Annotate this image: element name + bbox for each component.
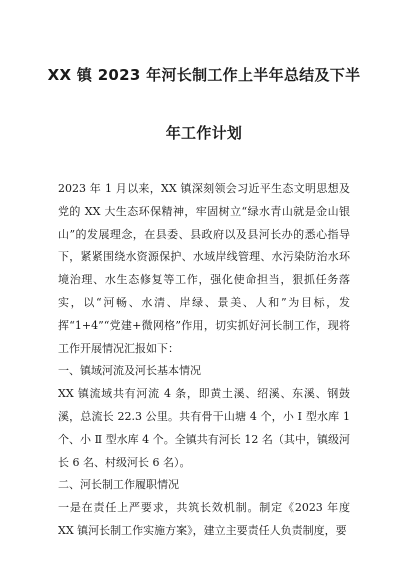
document-body [58,178,350,543]
section-heading-2: 二、河长制工作履职情况 [58,478,179,492]
document-title-line-2: 年工作计划 [165,124,243,142]
duty-paragraph: 一是在责任上严要求，共筑长效机制。制定《2023 年度 XX 镇河长制工作实施方案》，建立主要责任人负责制度，要 [58,501,350,537]
intro-paragraph: 2023 年 1 月以来，XX 镇深刻领会习近平生态文明思想及党的 XX 大生态环保精神，牢固树立“绿水青山就是金山银山”的发展理念，在县委、县政府以及县河长办的悉心指导下，紧紧围绕水资源保护、水域岸线管理、水污染防治水环境治理、水生态修复等工作，强化使命担当，狠抓任务落实，以“河畅、水清、岸绿、景美、人和”为目标，发挥“1+4”“党建+微网格”作用，切实抓好河长制工作，现将工作开展情况汇报如下： [58,182,350,355]
section-heading-1: 一、镇域河流及河长基本情况 [58,364,201,378]
river-info-paragraph: XX 镇流域共有河流 4 条，即黄土溪、绍溪、东溪、钢鼓溪，总流长 22.3 公里。共有骨干山塘 4 个，小 Ⅰ 型水库 1 个、小 Ⅱ 型水库 4 个。全镇共有河长 12 名（其中，镇级河长 6 名、村级河长 6 名）。 [58,387,350,469]
document-title-line-1: XX 镇 2023 年河长制工作上半年总结及下半 [47,66,361,84]
